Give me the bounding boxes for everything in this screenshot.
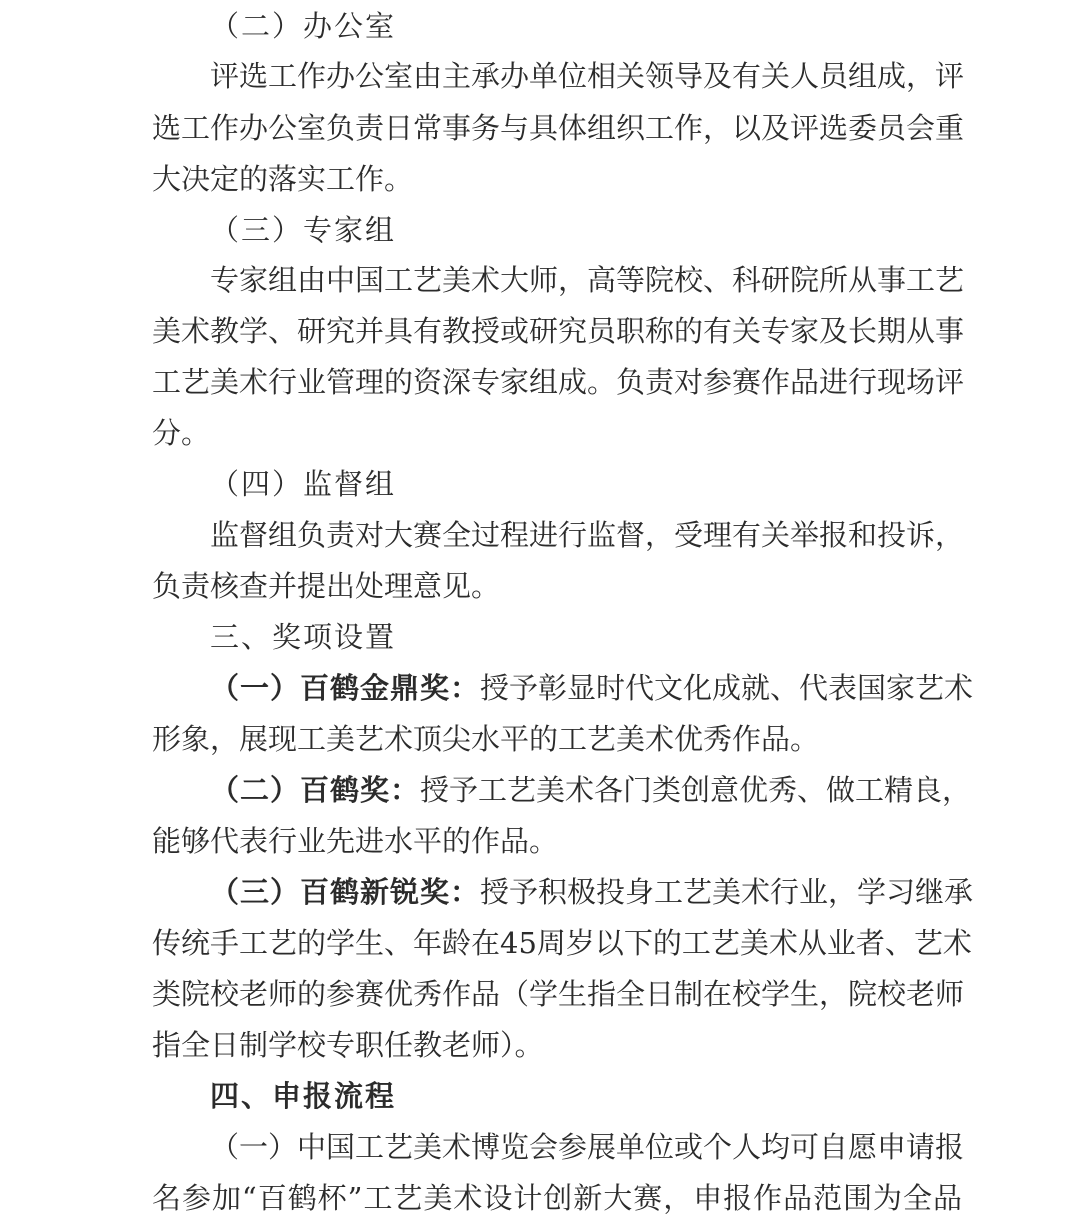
award-text: 授予积极投身工艺美术行业，学习继承 <box>480 875 974 909</box>
section-title-awards: 三、奖项设置 <box>210 620 397 654</box>
paragraph-line: 监督组负责对大赛全过程进行监督，受理有关举报和投诉， <box>210 518 965 552</box>
paragraph-line: 指全日制学校专职任教老师）。 <box>152 1028 544 1062</box>
award-label: （三）百鹤新锐奖： <box>210 875 481 909</box>
paragraph-line: 选工作办公室负责日常事务与具体组织工作，以及评选委员会重 <box>152 111 965 145</box>
paragraph-line: 美术教学、研究并具有教授或研究员职称的有关专家及长期从事 <box>152 314 965 348</box>
paragraph-line: （一）中国工艺美术博览会参展单位或个人均可自愿申请报 <box>210 1130 965 1164</box>
award-text: 授予工艺美术各门类创意优秀、做工精良， <box>420 773 972 807</box>
award-label: （一）百鹤金鼎奖： <box>210 671 481 705</box>
paragraph-line: 传统手工艺的学生、年龄在45周岁以下的工艺美术从业者、艺术 <box>152 926 972 960</box>
subsection-title-office: （二）办公室 <box>210 9 397 43</box>
paragraph-line: 类院校老师的参赛优秀作品（学生指全日制在校学生，院校老师 <box>152 977 965 1011</box>
award-line-gold-tripod <box>210 668 974 708</box>
paragraph-line: 分。 <box>152 416 211 450</box>
section-title-application: 四、申报流程 <box>210 1079 397 1113</box>
paragraph-line: 工艺美术行业管理的资深专家组成。负责对参赛作品进行现场评 <box>152 365 965 399</box>
paragraph-line: 评选工作办公室由主承办单位相关领导及有关人员组成，评 <box>210 59 965 93</box>
paragraph-line: 名参加“百鹤杯”工艺美术设计创新大赛，申报作品范围为全品 <box>152 1181 962 1215</box>
award-line-baihe <box>210 770 972 810</box>
paragraph-line: 形象，展现工美艺术顶尖水平的工艺美术优秀作品。 <box>152 722 820 756</box>
award-line-new-talent <box>210 872 974 912</box>
paragraph-line: 负责核查并提出处理意见。 <box>152 569 501 603</box>
paragraph-line: 大决定的落实工作。 <box>152 162 414 196</box>
paragraph-line: 能够代表行业先进水平的作品。 <box>152 824 559 858</box>
award-label: （二）百鹤奖： <box>210 773 421 807</box>
subsection-title-experts: （三）专家组 <box>210 213 397 247</box>
subsection-title-supervision: （四）监督组 <box>210 467 397 501</box>
award-text: 授予彰显时代文化成就、代表国家艺术 <box>480 671 974 705</box>
paragraph-line: 专家组由中国工艺美术大师，高等院校、科研院所从事工艺 <box>210 263 965 297</box>
